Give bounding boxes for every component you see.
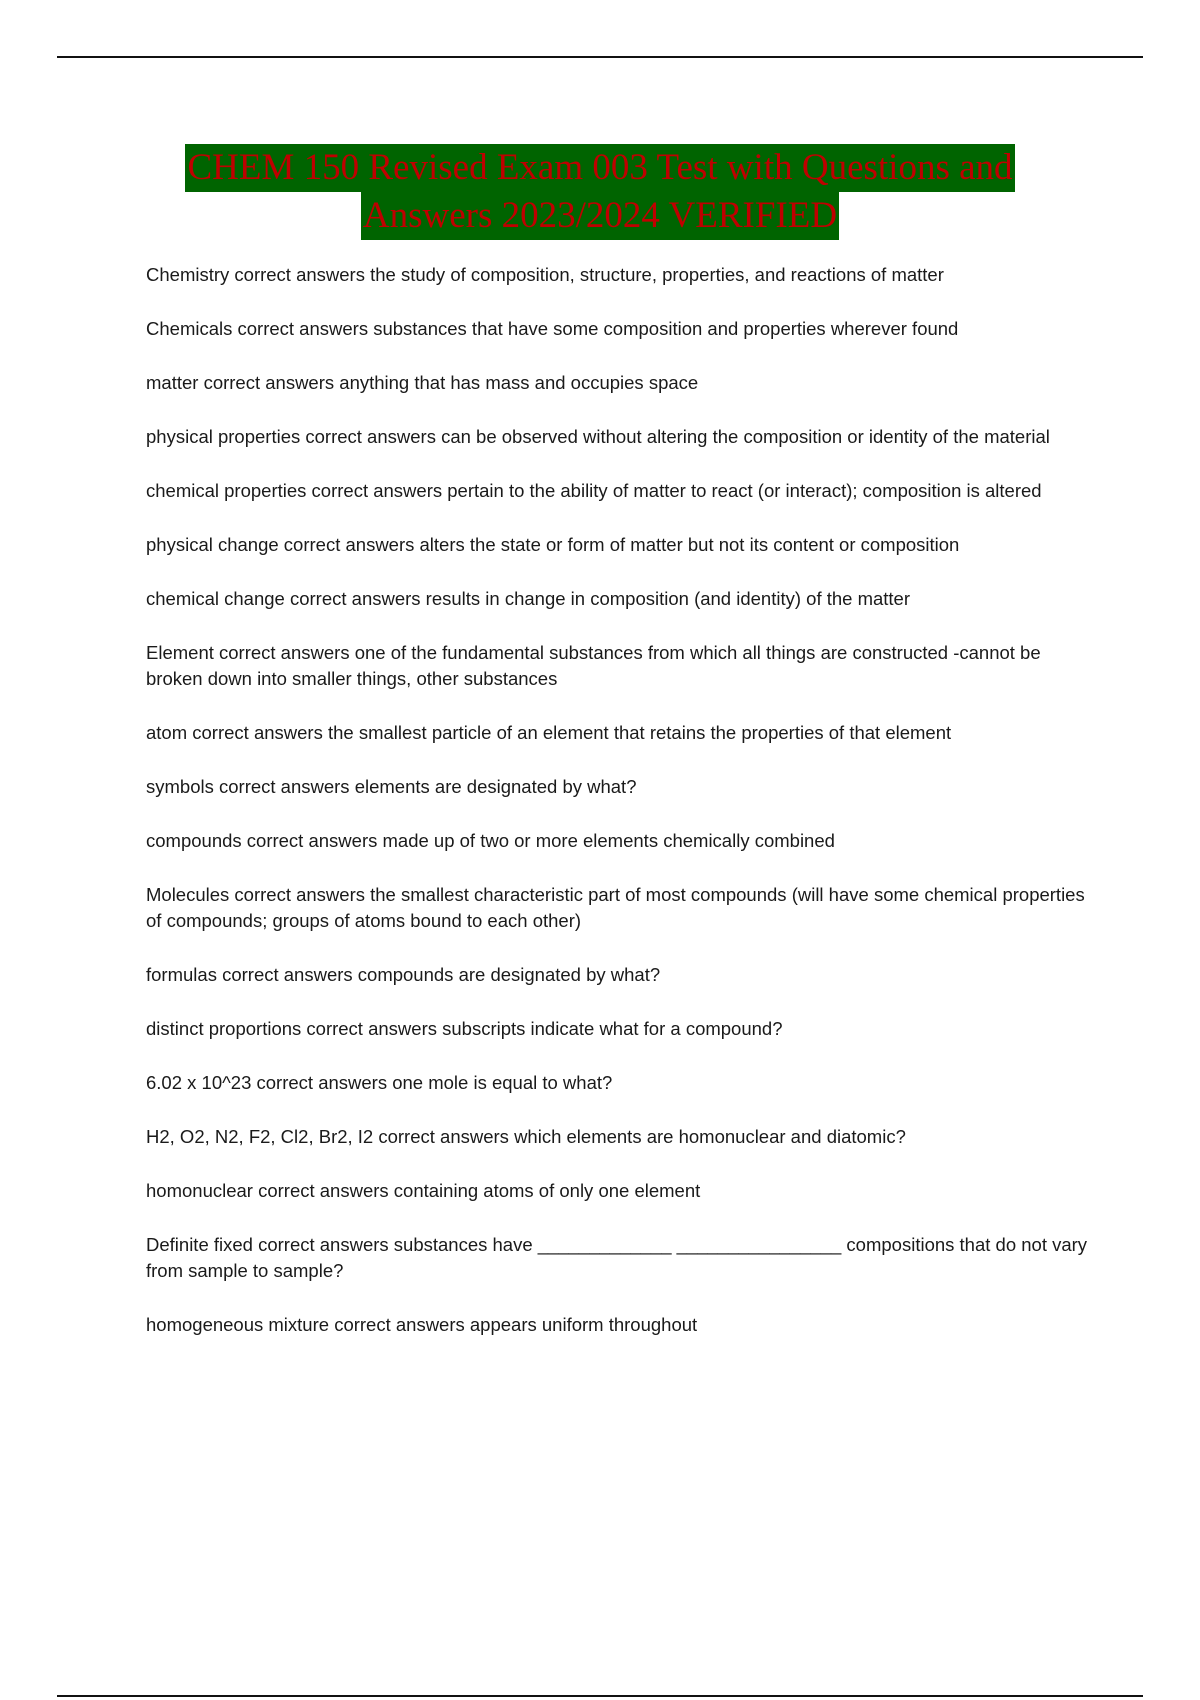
qa-item: Chemistry correct answers the study of composition, structure, properties, and reactions of matter bbox=[146, 264, 944, 285]
qa-item: 6.02 x 10^23 correct answers one mole is equal to what? bbox=[146, 1072, 613, 1093]
qa-item: Definite fixed correct answers substances have _____________ ________________ compositions that do not vary from sample to sample? bbox=[146, 1234, 1088, 1281]
qa-item: compounds correct answers made up of two or more elements chemically combined bbox=[146, 830, 835, 851]
qa-item: H2, O2, N2, F2, Cl2, Br2, I2 correct answers which elements are homonuclear and diatomic? bbox=[146, 1126, 906, 1147]
qa-item: physical properties correct answers can be observed without altering the composition or identity of the material bbox=[146, 426, 1050, 447]
qa-item: distinct proportions correct answers subscripts indicate what for a compound? bbox=[146, 1018, 783, 1039]
qa-item: chemical properties correct answers pertain to the ability of matter to react (or interact); composition is altered bbox=[146, 480, 1042, 501]
qa-item: atom correct answers the smallest particle of an element that retains the properties of that element bbox=[146, 722, 952, 743]
top-rule bbox=[57, 56, 1143, 58]
qa-item: matter correct answers anything that has mass and occupies space bbox=[146, 372, 699, 393]
qa-item: Chemicals correct answers substances that have some composition and properties wherever found bbox=[146, 318, 959, 339]
qa-item: chemical change correct answers results in change in composition (and identity) of the matter bbox=[146, 588, 911, 609]
qa-item: homonuclear correct answers containing atoms of only one element bbox=[146, 1180, 701, 1201]
qa-list bbox=[146, 262, 1091, 1366]
qa-item: homogeneous mixture correct answers appears uniform throughout bbox=[146, 1314, 698, 1335]
bottom-rule bbox=[57, 1695, 1143, 1697]
title-line-1: CHEM 150 Revised Exam 003 Test with Questions and bbox=[185, 144, 1014, 192]
qa-item: Element correct answers one of the fundamental substances from which all things are constructed -cannot be broken down into smaller things, other substances bbox=[146, 642, 1041, 689]
qa-item: symbols correct answers elements are designated by what? bbox=[146, 776, 637, 797]
qa-item: formulas correct answers compounds are designated by what? bbox=[146, 964, 661, 985]
qa-item: Molecules correct answers the smallest characteristic part of most compounds (will have some chemical properties of compounds; groups of atoms bound to each other) bbox=[146, 884, 1085, 931]
title-line-2: Answers 2023/2024 VERIFIED bbox=[361, 192, 839, 240]
document-title bbox=[0, 144, 1200, 240]
qa-item: physical change correct answers alters the state or form of matter but not its content or composition bbox=[146, 534, 960, 555]
